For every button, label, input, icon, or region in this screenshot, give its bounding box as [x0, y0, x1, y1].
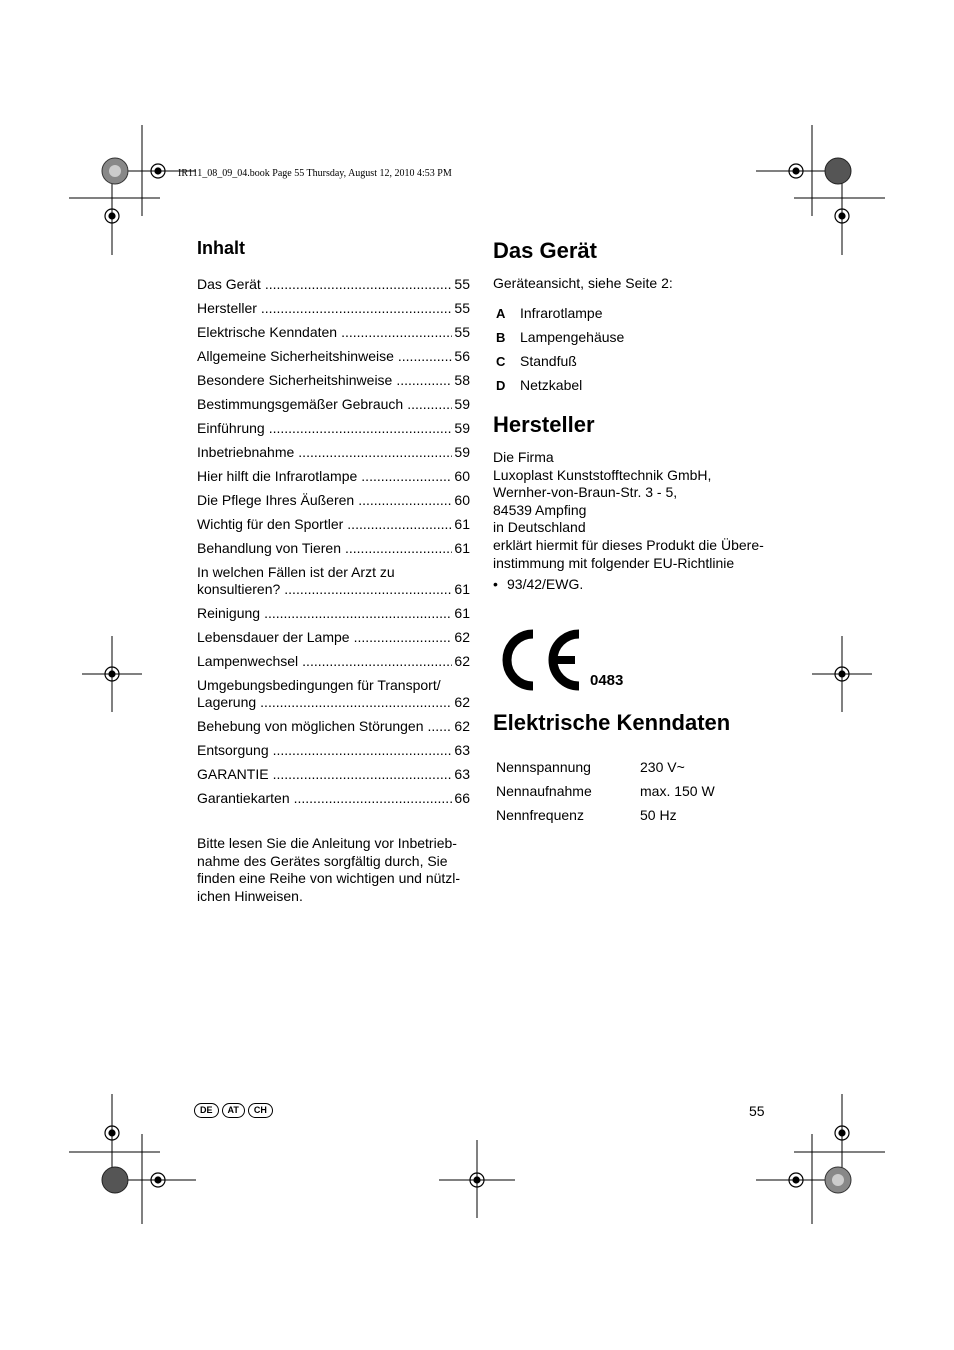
ce-mark-icon — [497, 628, 587, 692]
toc-entry[interactable]: Reinigung ..... 61 — [197, 605, 470, 629]
toc-entry[interactable]: Inbetriebnahme ..... 59 — [197, 444, 470, 468]
ce-number: 0483 — [590, 672, 624, 689]
toc-entry[interactable]: Die Pflege Ihres Äußeren ..... 60 — [197, 492, 470, 516]
toc-entry[interactable]: Elektrische Kenndaten ..... 55 — [197, 324, 470, 348]
toc-entry[interactable]: Entsorgung ..... 63 — [197, 742, 470, 766]
toc-entry[interactable]: Umgebungsbedingungen für Transport/ Lagerung ..... 62 — [197, 677, 470, 718]
directive-bullet: • 93/42/EWG. — [493, 576, 584, 592]
country-badge: DE — [194, 1103, 219, 1118]
page-number: 55 — [749, 1103, 765, 1119]
spec-table — [496, 759, 715, 831]
toc-entry[interactable]: Einführung ..... 59 — [197, 420, 470, 444]
toc-entry[interactable]: Lebensdauer der Lampe ..... 62 — [197, 629, 470, 653]
list-item: B Lampengehäuse — [496, 329, 625, 345]
toc-entry[interactable]: In welchen Fällen ist der Arzt zu konsultieren? ..... 61 — [197, 564, 470, 605]
toc-entry[interactable]: Besondere Sicherheitshinweise ..... 58 — [197, 372, 470, 396]
parts-list — [496, 305, 624, 401]
table-row: Nennfrequenz 50 Hz — [496, 807, 677, 823]
toc-entry[interactable]: Garantiekarten ..... 66 — [197, 790, 470, 814]
toc-entry[interactable]: Hier hilft die Infrarotlampe ..... 60 — [197, 468, 470, 492]
manufacturer-address: Die Firma Luxoplast Kunststofftechnik GmbH, Wernher-von-Braun-Str. 3 - 5, 84539 Ampfing in Deutschland erklärt hiermit für dieses Produkt die Übere- instimmung mit folgender EU-Richtlinie — [493, 449, 764, 571]
print-header: IR111_08_09_04.book Page 55 Thursday, August 12, 2010 4:53 PM — [178, 168, 452, 179]
country-badge: AT — [222, 1103, 245, 1118]
reading-note: Bitte lesen Sie die Anleitung vor Inbetrieb- nahme des Gerätes sorgfältig durch, Sie finden eine Reihe von wichtigen und nützl- ichen Hinweisen. — [197, 835, 461, 904]
toc-entry[interactable]: Allgemeine Sicherheitshinweise ..... 56 — [197, 348, 470, 372]
toc-entry[interactable]: Behebung von möglichen Störungen ..... 62 — [197, 718, 470, 742]
toc-entry[interactable]: Behandlung von Tieren ..... 61 — [197, 540, 470, 564]
list-item: D Netzkabel — [496, 377, 583, 393]
device-view-intro: Geräteansicht, siehe Seite 2: — [493, 275, 673, 291]
toc-entry[interactable]: Das Gerät ..... 55 — [197, 276, 470, 300]
table-row: Nennspannung 230 V~ — [496, 759, 685, 775]
section-title-hersteller: Hersteller — [493, 412, 595, 437]
toc-title: Inhalt — [197, 238, 245, 258]
list-item: C Standfuß — [496, 353, 577, 369]
toc-entry[interactable]: Bestimmungsgemäßer Gebrauch ..... 59 — [197, 396, 470, 420]
country-badge: CH — [248, 1103, 273, 1118]
section-title-geraet: Das Gerät — [493, 238, 597, 263]
toc-entry[interactable]: Hersteller ..... 55 — [197, 300, 470, 324]
table-of-contents — [197, 276, 470, 814]
table-row: Nennaufnahme max. 150 W — [496, 783, 715, 799]
toc-entry[interactable]: GARANTIE ..... 63 — [197, 766, 470, 790]
country-badges — [194, 1103, 273, 1118]
toc-entry[interactable]: Wichtig für den Sportler ..... 61 — [197, 516, 470, 540]
section-title-kenndaten: Elektrische Kenndaten — [493, 710, 731, 735]
list-item: A Infrarotlampe — [496, 305, 603, 321]
toc-entry[interactable]: Lampenwechsel ..... 62 — [197, 653, 470, 677]
